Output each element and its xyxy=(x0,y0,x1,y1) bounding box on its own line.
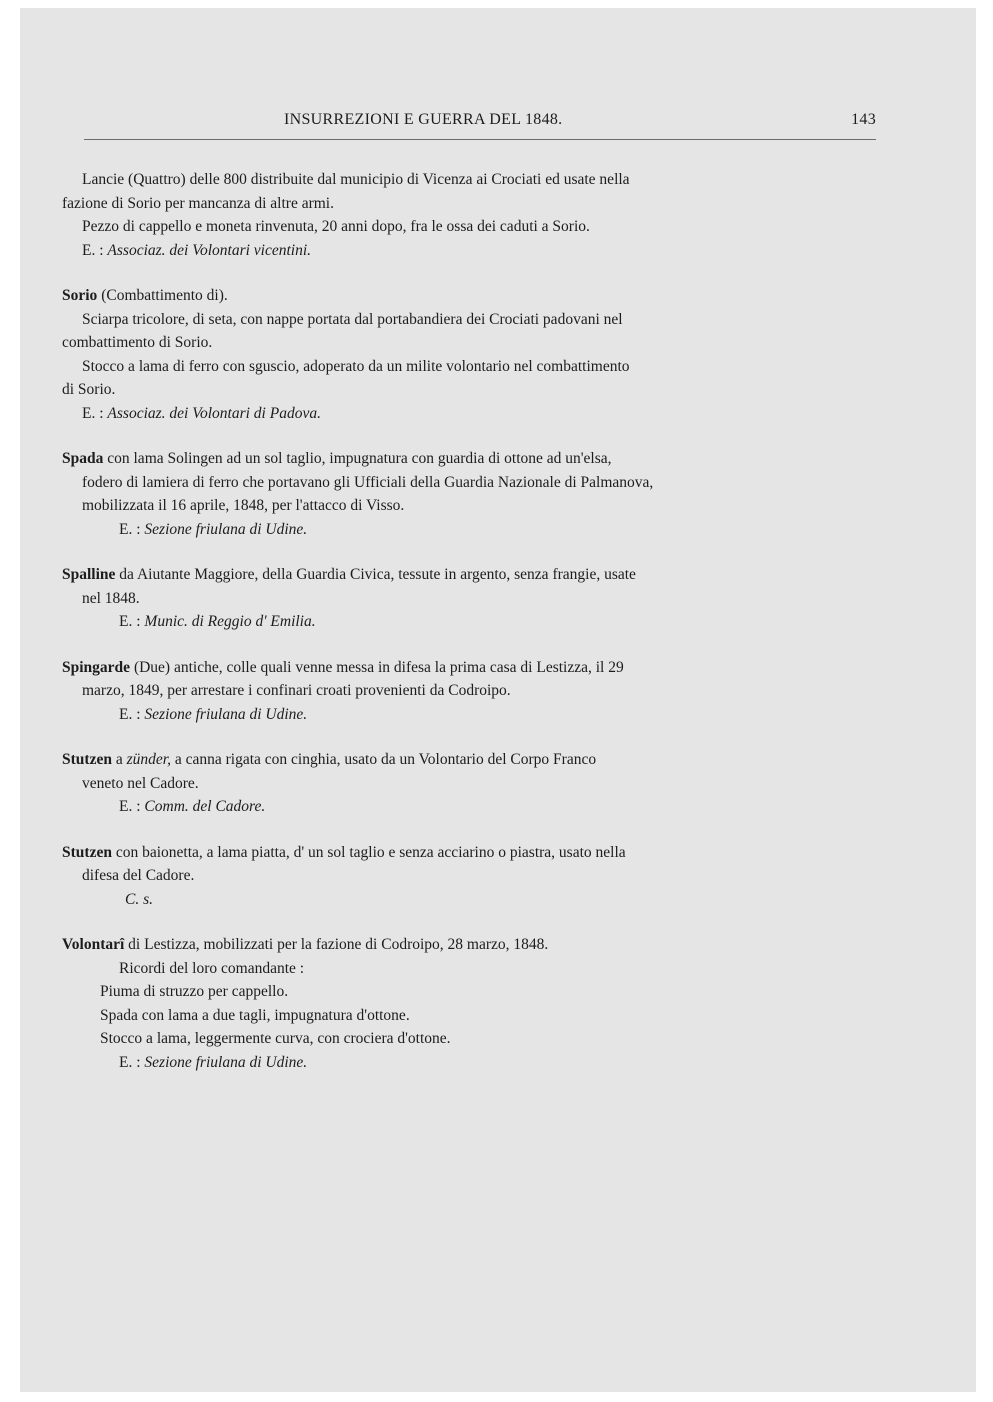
entry-stutzen-baionetta xyxy=(62,841,878,912)
entry-line: marzo, 1849, per arrestare i confinari croati provenienti da Codroipo. xyxy=(82,682,511,699)
entry-heading-line xyxy=(62,933,878,957)
source-text: Munic. di Reggio d' Emilia. xyxy=(144,613,316,630)
entry-heading-line xyxy=(62,656,878,680)
source-prefix: E. : xyxy=(119,613,141,630)
entry-head-rest-pre: a xyxy=(111,751,127,768)
entry-source xyxy=(62,610,878,634)
entry-head-rest: di Lestizza, mobilizzati per la fazione di Codroipo, 28 marzo, 1848. xyxy=(124,936,549,953)
source-text: Associaz. dei Volontari di Padova. xyxy=(107,404,321,422)
entry-line: Spada con lama a due tagli, impugnatura d'ottone. xyxy=(100,1006,410,1024)
entry-line: fodero di lamiera di ferro che portavano gli Ufficiali della Guardia Nazionale di Palmanova, xyxy=(82,473,654,491)
entry-line: Sciarpa tricolore, di seta, con nappe portata dal portabandiera dei Crociati padovani nel xyxy=(82,310,623,328)
running-head xyxy=(62,108,878,134)
page xyxy=(20,8,976,1392)
entry-source xyxy=(62,703,878,727)
entry-head-rest: (Combattimento di). xyxy=(97,287,228,304)
entry-head-rest: (Due) antiche, colle quali venne messa in difesa la prima casa di Lestizza, il 29 xyxy=(130,658,624,676)
entry-source xyxy=(62,518,878,542)
source-text: Sezione friulana di Udine. xyxy=(144,705,308,723)
entry-head: Spalline xyxy=(62,566,116,583)
entry-stutzen-zunder xyxy=(62,748,878,819)
entry-head: Stutzen xyxy=(62,843,112,861)
entry-source xyxy=(62,795,878,819)
source-text: Sezione friulana di Udine. xyxy=(144,1053,308,1071)
header-rule xyxy=(84,139,876,140)
entry-heading-line xyxy=(62,563,878,587)
entry-head: Volontarî xyxy=(62,936,125,953)
entry-spada xyxy=(62,447,878,541)
source-prefix: E. : xyxy=(82,241,104,259)
entry-volontari xyxy=(62,933,878,1074)
entry-head-italic: zünder, xyxy=(126,751,171,768)
entry-spingarde xyxy=(62,656,878,727)
entry-heading-line xyxy=(62,284,878,308)
entry-source xyxy=(62,1051,878,1075)
entry-head: Spingarde xyxy=(62,658,131,676)
source-prefix: E. : xyxy=(119,798,141,815)
entry-line: Stocco a lama di ferro con sguscio, adoperato da un milite volontario nel combattimento xyxy=(82,357,630,375)
entry-heading-line xyxy=(62,447,878,471)
entry-lancie xyxy=(62,168,878,262)
entry-head-rest: a canna rigata con cinghia, usato da un Volontario del Corpo Franco xyxy=(170,751,597,768)
entry-line: Stocco a lama, leggermente curva, con crociera d'ottone. xyxy=(100,1030,451,1047)
entry-line: Lancie (Quattro) delle 800 distribuite dal municipio di Vicenza ai Crociati ed usate nella xyxy=(82,171,630,188)
entry-line: nel 1848. xyxy=(82,589,140,607)
entry-head-rest: da Aiutante Maggiore, della Guardia Civica, tessute in argento, senza frangie, usate xyxy=(115,566,636,583)
entry-source xyxy=(62,239,878,263)
source-prefix: E. : xyxy=(119,1053,141,1071)
entry-line: combattimento di Sorio. xyxy=(62,334,213,351)
page-number: 143 xyxy=(851,111,876,128)
entry-line: mobilizzata il 16 aprile, 1848, per l'attacco di Visso. xyxy=(82,497,405,514)
entry-heading-line xyxy=(62,748,878,772)
source-text: Associaz. dei Volontari vicentini. xyxy=(107,241,312,259)
entry-line: di Sorio. xyxy=(62,381,116,398)
entry-line: Ricordi del loro comandante : xyxy=(119,959,305,977)
source-text: Sezione friulana di Udine. xyxy=(144,520,308,538)
entry-spalline xyxy=(62,563,878,634)
entry-line: Piuma di struzzo per cappello. xyxy=(100,983,289,1000)
running-title: INSURREZIONI E GUERRA DEL 1848. xyxy=(284,111,563,128)
entry-line: veneto nel Cadore. xyxy=(82,774,199,792)
entry-head-rest: con lama Solingen ad un sol taglio, impugnatura con guardia di ottone ad un'elsa, xyxy=(103,450,612,467)
entry-source: C. s. xyxy=(125,890,153,908)
source-text: Comm. del Cadore. xyxy=(144,798,266,815)
source-prefix: E. : xyxy=(82,404,104,422)
entry-head: Spada xyxy=(62,450,104,467)
entry-source xyxy=(62,402,878,426)
entry-head: Sorio xyxy=(62,287,98,304)
entry-sorio xyxy=(62,284,878,425)
entry-heading-line xyxy=(62,841,878,865)
entry-line: Pezzo di cappello e moneta rinvenuta, 20 anni dopo, fra le ossa dei caduti a Sorio. xyxy=(82,218,590,235)
entry-line: difesa del Cadore. xyxy=(82,867,195,884)
source-prefix: E. : xyxy=(119,520,141,538)
entry-head-rest: con baionetta, a lama piatta, d' un sol taglio e senza acciarino o piastra, usato nella xyxy=(111,843,626,861)
entry-line: fazione di Sorio per mancanza di altre armi. xyxy=(62,194,334,212)
entries xyxy=(62,168,878,1096)
source-prefix: E. : xyxy=(119,705,141,723)
entry-head: Stutzen xyxy=(62,751,112,768)
